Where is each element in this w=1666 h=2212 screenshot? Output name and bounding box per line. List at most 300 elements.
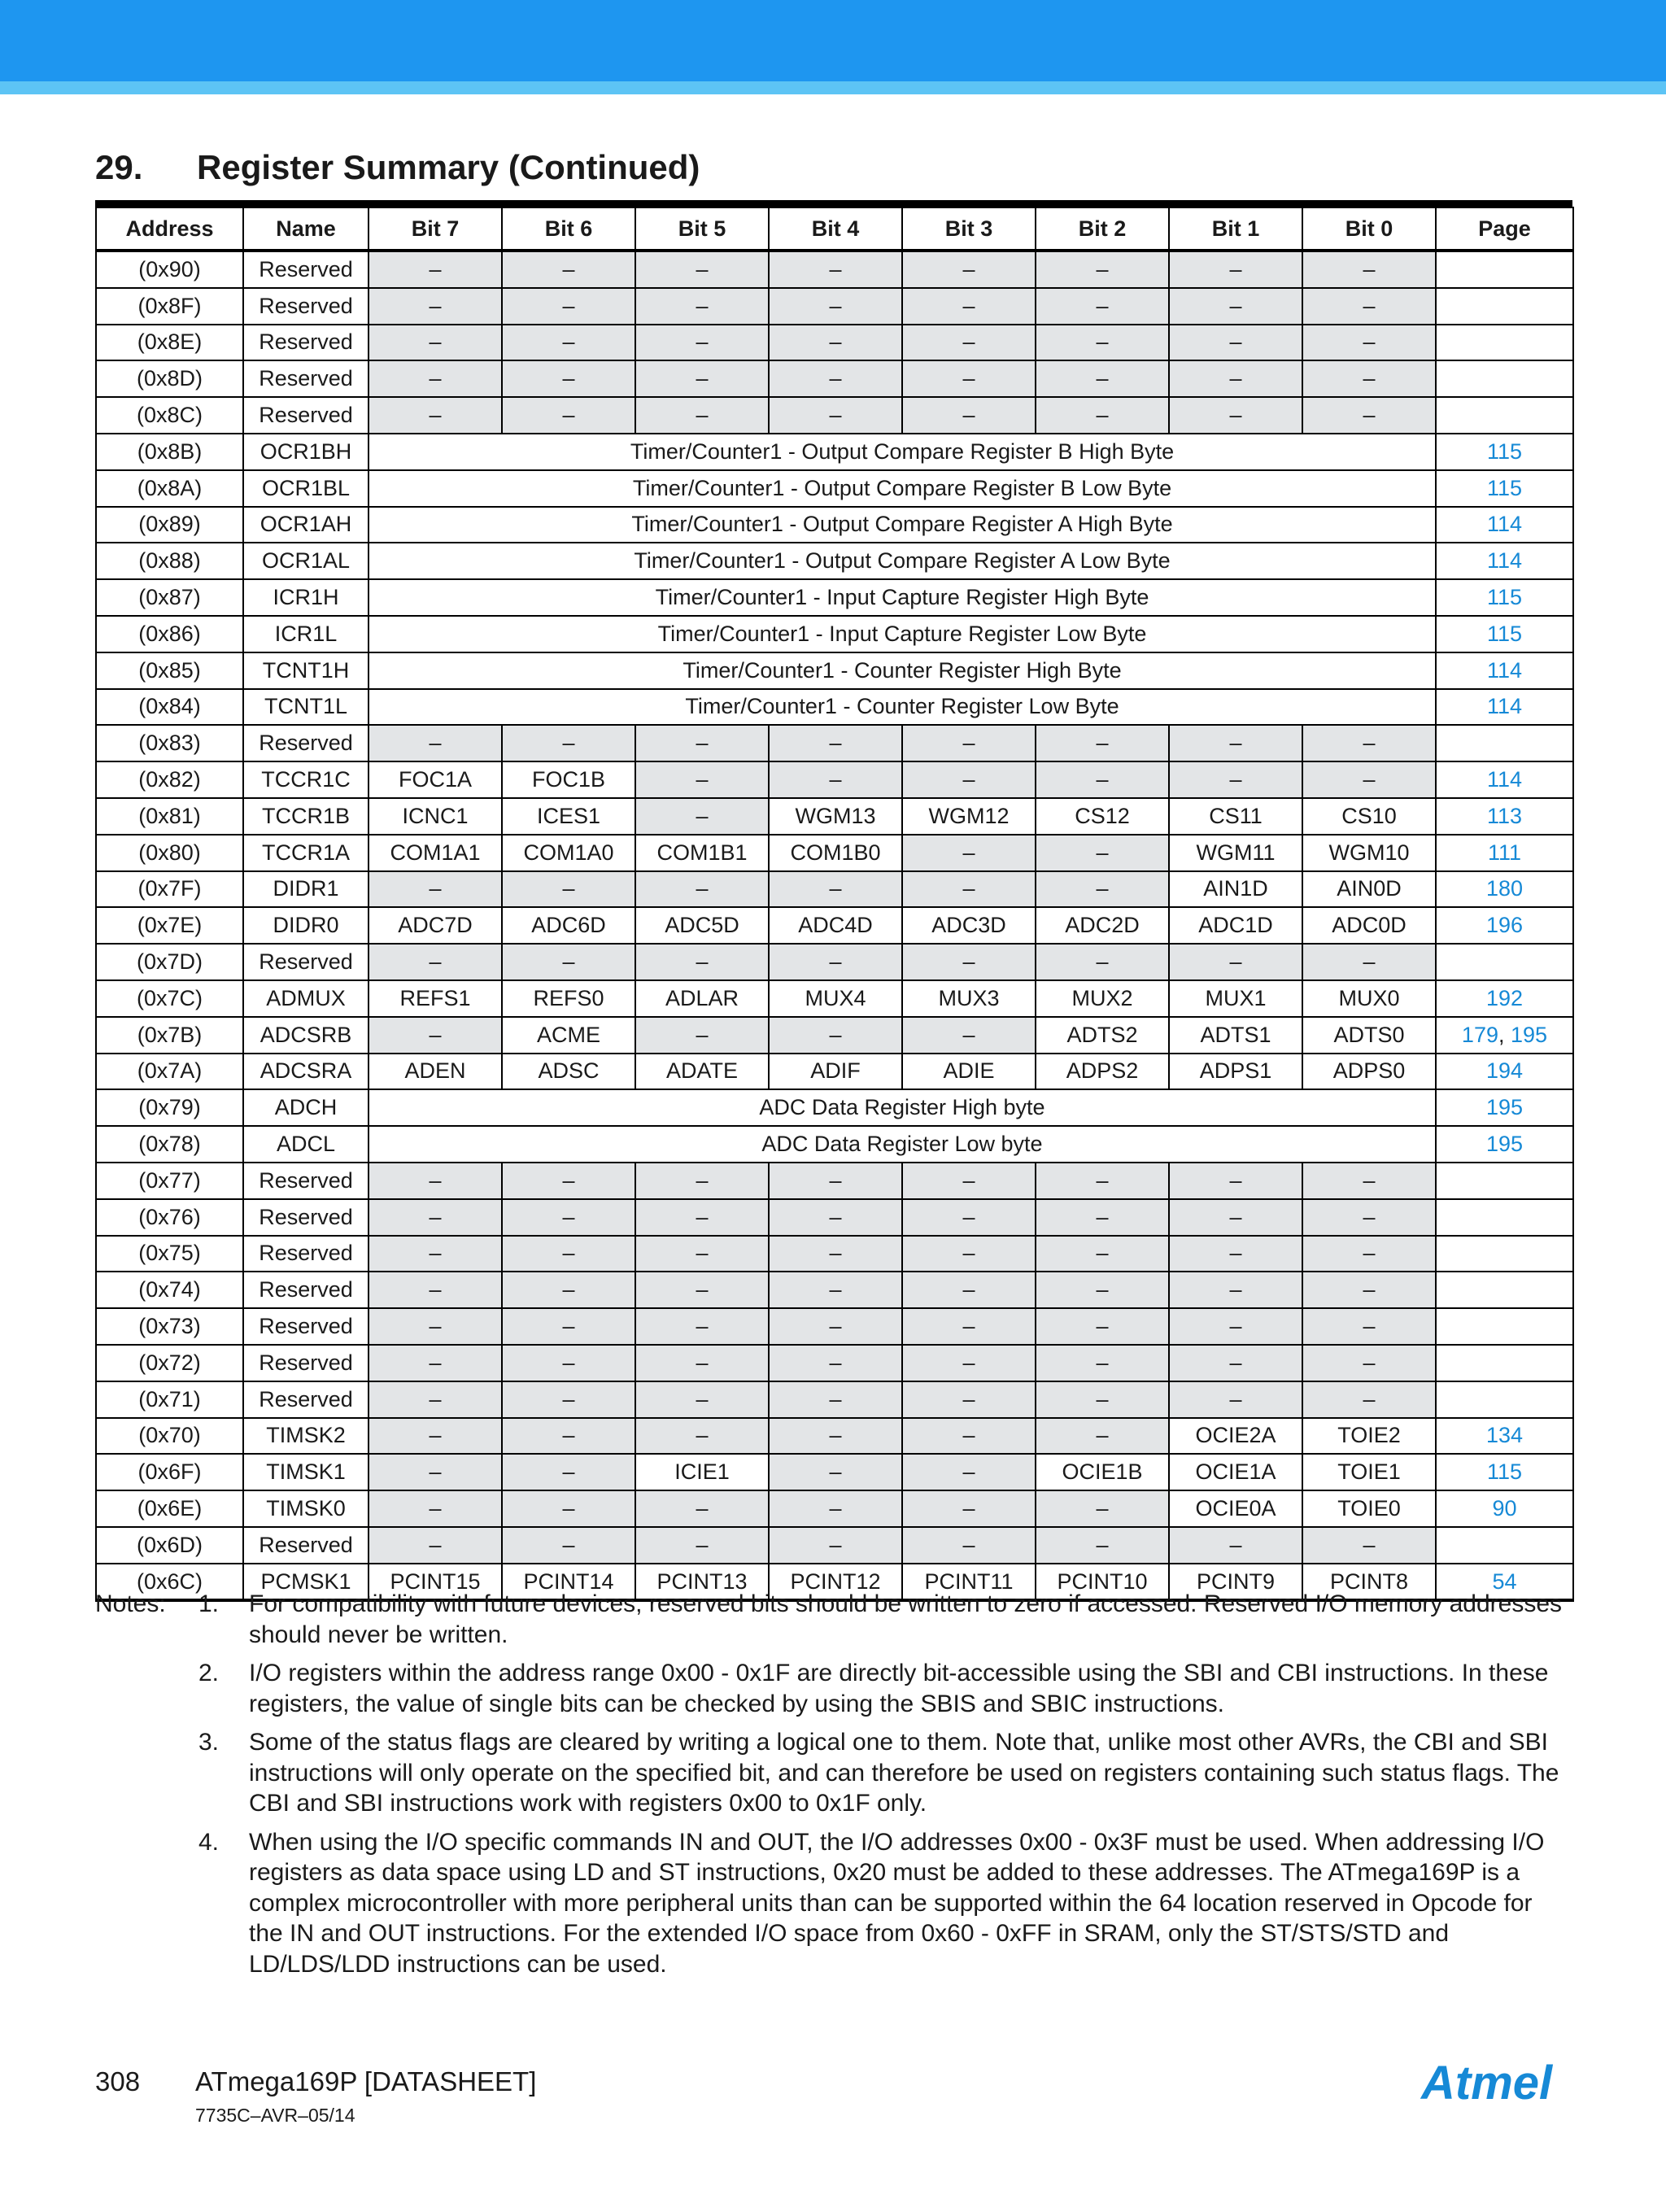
cell-bit0: ADPS0	[1302, 1054, 1436, 1090]
cell-bit4: –	[769, 288, 902, 325]
cell-bit5: –	[635, 798, 769, 835]
page-link[interactable]: 115	[1486, 1459, 1523, 1485]
cell-name: ADCL	[243, 1126, 369, 1163]
cell-bit3: –	[902, 1381, 1036, 1418]
cell-name: OCR1BH	[243, 434, 369, 470]
cell-bit0: –	[1302, 1345, 1436, 1381]
cell-address: (0x7C)	[96, 980, 243, 1017]
header-bit6: Bit 6	[502, 207, 635, 251]
cell-name: TIMSK1	[243, 1454, 369, 1490]
table-row	[96, 761, 1573, 798]
cell-name: Reserved	[243, 1236, 369, 1272]
cell-bit6: –	[502, 1345, 635, 1381]
cell-address: (0x71)	[96, 1381, 243, 1418]
cell-bit1: ADPS1	[1169, 1054, 1302, 1090]
table-row	[96, 1345, 1573, 1381]
cell-bit6: –	[502, 1418, 635, 1455]
table-row	[96, 360, 1573, 397]
cell-bit3: –	[902, 325, 1036, 361]
cell-address: (0x7E)	[96, 907, 243, 944]
cell-page	[1436, 798, 1573, 835]
cell-bit6: –	[502, 1272, 635, 1308]
cell-bit7: –	[369, 1236, 502, 1272]
cell-register-description: Timer/Counter1 - Output Compare Register A High Byte	[369, 507, 1436, 543]
cell-page	[1436, 1490, 1573, 1527]
cell-bit1: –	[1169, 1381, 1302, 1418]
cell-bit5: –	[635, 1345, 769, 1381]
cell-bit5: –	[635, 761, 769, 798]
cell-bit6: –	[502, 871, 635, 908]
cell-bit5: –	[635, 1272, 769, 1308]
table-row	[96, 725, 1573, 761]
cell-bit3: –	[902, 1163, 1036, 1199]
cell-bit4: –	[769, 325, 902, 361]
cell-bit5: –	[635, 1236, 769, 1272]
cell-bit0: CS10	[1302, 798, 1436, 835]
cell-bit6: ADC6D	[502, 907, 635, 944]
cell-bit2: –	[1036, 1345, 1169, 1381]
cell-bit0: –	[1302, 360, 1436, 397]
cell-address: (0x8B)	[96, 434, 243, 470]
cell-register-description: Timer/Counter1 - Output Compare Register B High Byte	[369, 434, 1436, 470]
cell-bit1: –	[1169, 1236, 1302, 1272]
cell-name: OCR1AL	[243, 543, 369, 579]
cell-address: (0x76)	[96, 1199, 243, 1236]
cell-bit0: –	[1302, 1381, 1436, 1418]
page-link[interactable]: 114	[1486, 694, 1523, 719]
page-link[interactable]: 113	[1486, 803, 1523, 828]
cell-name: Reserved	[243, 1381, 369, 1418]
cell-name: Reserved	[243, 288, 369, 325]
cell-page	[1436, 835, 1573, 871]
page-link[interactable]: 54	[1492, 1568, 1517, 1594]
cell-address: (0x87)	[96, 579, 243, 616]
cell-bit4: –	[769, 1236, 902, 1272]
cell-name: Reserved	[243, 397, 369, 434]
cell-page	[1436, 1454, 1573, 1490]
cell-page	[1436, 1418, 1573, 1455]
cell-bit4: –	[769, 1345, 902, 1381]
cell-bit3: –	[902, 871, 1036, 908]
page-link[interactable]: 114	[1486, 548, 1523, 574]
register-table-wrap	[95, 200, 1572, 1602]
cell-bit7: –	[369, 325, 502, 361]
cell-address: (0x85)	[96, 652, 243, 689]
atmel-logo-text: Atmel	[1421, 2057, 1553, 2109]
cell-bit7: REFS1	[369, 980, 502, 1017]
cell-bit1: WGM11	[1169, 835, 1302, 871]
cell-page	[1436, 397, 1573, 434]
cell-bit3: MUX3	[902, 980, 1036, 1017]
header-bit0: Bit 0	[1302, 207, 1436, 251]
note-text: I/O registers within the address range 0x00 - 0x1F are directly bit-accessible using the SBI and CBI instructions. In these registers, the value of single bits can be checked by using the SBIS and SBIC instructions.	[249, 1660, 1549, 1717]
cell-bit1: –	[1169, 288, 1302, 325]
cell-bit1: –	[1169, 325, 1302, 361]
table-row	[96, 1272, 1573, 1308]
page-link[interactable]: 134	[1485, 1423, 1524, 1448]
cell-bit4: –	[769, 1454, 902, 1490]
cell-bit1: –	[1169, 1527, 1302, 1564]
cell-bit7: –	[369, 944, 502, 980]
cell-bit2: –	[1036, 360, 1169, 397]
table-row	[96, 944, 1573, 980]
note-text: When using the I/O specific commands IN and OUT, the I/O addresses 0x00 - 0x3F must be used. When addressing I/O registers as data space using LD and ST instructions, 0x20 must be added to these addresses. The ATmega169P is a complex microcontroller with more peripheral units than can be supported within the 64 location reserved in Opcode for the IN and OUT instructions. For the extended I/O space from 0x60 - 0xFF in SRAM, only the ST/STS/STD and LD/LDS/LDD instructions can be used.	[249, 1828, 1545, 1978]
header-bit4: Bit 4	[769, 207, 902, 251]
cell-bit4: –	[769, 1381, 902, 1418]
cell-bit7: –	[369, 871, 502, 908]
cell-address: (0x70)	[96, 1418, 243, 1455]
cell-name: TIMSK2	[243, 1418, 369, 1455]
cell-bit5: COM1B1	[635, 835, 769, 871]
header-bit1: Bit 1	[1169, 207, 1302, 251]
cell-bit4: –	[769, 871, 902, 908]
cell-bit0: –	[1302, 1527, 1436, 1564]
cell-address: (0x81)	[96, 798, 243, 835]
cell-bit1: –	[1169, 944, 1302, 980]
cell-page	[1436, 1236, 1573, 1272]
cell-address: (0x75)	[96, 1236, 243, 1272]
atmel-logo-icon	[1420, 2050, 1574, 2115]
cell-bit2: –	[1036, 1418, 1169, 1455]
cell-bit5: –	[635, 1017, 769, 1054]
cell-bit0: WGM10	[1302, 835, 1436, 871]
cell-bit4: PCINT12	[769, 1564, 902, 1601]
cell-address: (0x73)	[96, 1308, 243, 1345]
cell-page	[1436, 761, 1573, 798]
cell-bit2: –	[1036, 1381, 1169, 1418]
cell-bit7: –	[369, 1163, 502, 1199]
cell-bit5: –	[635, 251, 769, 288]
table-row	[96, 543, 1573, 579]
cell-address: (0x7B)	[96, 1017, 243, 1054]
page-link[interactable]: 179	[1461, 1022, 1498, 1047]
cell-bit2: ADC2D	[1036, 907, 1169, 944]
cell-name: ADCH	[243, 1089, 369, 1126]
cell-bit7: –	[369, 360, 502, 397]
cell-name: OCR1BL	[243, 470, 369, 507]
cell-bit1: –	[1169, 725, 1302, 761]
table-row	[96, 1308, 1573, 1345]
header-address: Address	[96, 207, 243, 251]
cell-page	[1436, 652, 1573, 689]
cell-bit1: CS11	[1169, 798, 1302, 835]
cell-bit7: –	[369, 1272, 502, 1308]
cell-address: (0x8E)	[96, 325, 243, 361]
cell-bit5: ADATE	[635, 1054, 769, 1090]
cell-name: DIDR0	[243, 907, 369, 944]
table-row	[96, 1418, 1573, 1455]
cell-page	[1436, 1017, 1573, 1054]
cell-bit4: COM1B0	[769, 835, 902, 871]
cell-register-description: Timer/Counter1 - Output Compare Register A Low Byte	[369, 543, 1436, 579]
cell-bit2: –	[1036, 1236, 1169, 1272]
cell-name: Reserved	[243, 1272, 369, 1308]
table-row	[96, 907, 1573, 944]
cell-name: Reserved	[243, 944, 369, 980]
cell-bit7: –	[369, 1017, 502, 1054]
table-row	[96, 288, 1573, 325]
cell-register-description: ADC Data Register High byte	[369, 1089, 1436, 1126]
cell-bit3: –	[902, 1199, 1036, 1236]
cell-bit3: –	[902, 288, 1036, 325]
cell-address: (0x89)	[96, 507, 243, 543]
cell-bit3: –	[902, 1308, 1036, 1345]
cell-bit0: ADC0D	[1302, 907, 1436, 944]
header-bit7: Bit 7	[369, 207, 502, 251]
cell-bit4: –	[769, 1527, 902, 1564]
table-row	[96, 1381, 1573, 1418]
cell-page	[1436, 944, 1573, 980]
page-link[interactable]: 180	[1485, 876, 1524, 901]
cell-bit0: TOIE0	[1302, 1490, 1436, 1527]
cell-bit3: –	[902, 761, 1036, 798]
cell-register-description: Timer/Counter1 - Input Capture Register High Byte	[369, 579, 1436, 616]
cell-name: Reserved	[243, 1199, 369, 1236]
cell-address: (0x82)	[96, 761, 243, 798]
page-link[interactable]: 115	[1486, 621, 1523, 646]
cell-bit2: –	[1036, 1163, 1169, 1199]
cell-address: (0x6D)	[96, 1527, 243, 1564]
cell-bit6: FOC1B	[502, 761, 635, 798]
cell-bit5: PCINT13	[635, 1564, 769, 1601]
cell-bit0: –	[1302, 1199, 1436, 1236]
cell-name: ADMUX	[243, 980, 369, 1017]
cell-address: (0x8A)	[96, 470, 243, 507]
section-title-text: Register Summary (Continued)	[197, 148, 700, 186]
cell-bit5: –	[635, 1381, 769, 1418]
cell-bit5: –	[635, 1199, 769, 1236]
cell-bit1: OCIE2A	[1169, 1418, 1302, 1455]
cell-bit0: –	[1302, 1308, 1436, 1345]
page-separator: ,	[1498, 1022, 1511, 1047]
cell-bit4: –	[769, 1017, 902, 1054]
cell-bit1: –	[1169, 1199, 1302, 1236]
cell-bit2: ADPS2	[1036, 1054, 1169, 1090]
page-link[interactable]: 114	[1486, 767, 1523, 792]
cell-name: TCCR1B	[243, 798, 369, 835]
cell-bit0: MUX0	[1302, 980, 1436, 1017]
cell-name: TCNT1L	[243, 689, 369, 726]
cell-address: (0x8D)	[96, 360, 243, 397]
cell-bit2: –	[1036, 725, 1169, 761]
cell-name: DIDR1	[243, 871, 369, 908]
footer-doc-title: ATmega169P [DATASHEET]	[195, 2066, 537, 2096]
cell-page	[1436, 579, 1573, 616]
notes-section	[95, 1589, 1572, 1987]
page-link[interactable]: 111	[1487, 840, 1522, 865]
page-link[interactable]: 196	[1485, 913, 1524, 938]
table-row	[96, 1017, 1573, 1054]
cell-bit3: –	[902, 725, 1036, 761]
page-link[interactable]: 192	[1485, 985, 1524, 1010]
page-link[interactable]: 195	[1485, 1132, 1524, 1157]
cell-page	[1436, 1163, 1573, 1199]
cell-page	[1436, 251, 1573, 288]
cell-name: TCCR1C	[243, 761, 369, 798]
page-link[interactable]: 194	[1485, 1058, 1524, 1084]
cell-bit4: –	[769, 1308, 902, 1345]
note-item	[95, 1589, 1572, 1650]
cell-bit3: ADC3D	[902, 907, 1036, 944]
cell-bit5: –	[635, 325, 769, 361]
table-row	[96, 579, 1573, 616]
page-link[interactable]: 115	[1486, 438, 1523, 464]
page-link[interactable]: 114	[1486, 512, 1523, 537]
cell-page	[1436, 1054, 1573, 1090]
cell-bit6: –	[502, 1381, 635, 1418]
cell-page	[1436, 871, 1573, 908]
cell-bit1: –	[1169, 1163, 1302, 1199]
register-table-body	[96, 251, 1573, 1600]
cell-bit3: –	[902, 1454, 1036, 1490]
table-row	[96, 798, 1573, 835]
cell-bit4: –	[769, 761, 902, 798]
cell-bit7: –	[369, 251, 502, 288]
cell-bit6: –	[502, 360, 635, 397]
cell-bit0: –	[1302, 725, 1436, 761]
cell-bit0: –	[1302, 1163, 1436, 1199]
cell-bit4: –	[769, 944, 902, 980]
cell-name: ADCSRB	[243, 1017, 369, 1054]
cell-address: (0x7A)	[96, 1054, 243, 1090]
cell-address: (0x8F)	[96, 288, 243, 325]
table-row	[96, 470, 1573, 507]
section-title	[95, 145, 700, 190]
cell-bit7: –	[369, 1345, 502, 1381]
cell-page	[1436, 1345, 1573, 1381]
header-bit3: Bit 3	[902, 207, 1036, 251]
cell-name: PCMSK1	[243, 1564, 369, 1601]
cell-name: TIMSK0	[243, 1490, 369, 1527]
cell-bit5: –	[635, 360, 769, 397]
cell-bit6: –	[502, 325, 635, 361]
cell-page	[1436, 1308, 1573, 1345]
note-text: For compatibility with future devices, reserved bits should be written to zero if accessed. Reserved I/O memory addresses should never be written.	[249, 1590, 1563, 1648]
cell-bit6: –	[502, 725, 635, 761]
cell-page	[1436, 725, 1573, 761]
cell-address: (0x88)	[96, 543, 243, 579]
cell-page	[1436, 543, 1573, 579]
cell-bit7: –	[369, 1199, 502, 1236]
cell-bit2: CS12	[1036, 798, 1169, 835]
note-number: 1.	[198, 1590, 220, 1617]
cell-bit1: –	[1169, 397, 1302, 434]
cell-page	[1436, 616, 1573, 652]
cell-bit6: REFS0	[502, 980, 635, 1017]
cell-page	[1436, 1199, 1573, 1236]
cell-bit2: –	[1036, 871, 1169, 908]
cell-page	[1436, 907, 1573, 944]
cell-bit6: –	[502, 1199, 635, 1236]
cell-bit6: –	[502, 1163, 635, 1199]
cell-name: Reserved	[243, 1163, 369, 1199]
table-header-row	[96, 207, 1573, 251]
cell-bit3: –	[902, 1490, 1036, 1527]
cell-bit6: –	[502, 1490, 635, 1527]
cell-bit3: –	[902, 251, 1036, 288]
cell-bit3: –	[902, 1418, 1036, 1455]
cell-bit5: –	[635, 1308, 769, 1345]
note-item	[95, 1827, 1572, 1980]
cell-bit7: ADC7D	[369, 907, 502, 944]
cell-bit3: –	[902, 1527, 1036, 1564]
cell-bit7: COM1A1	[369, 835, 502, 871]
table-row	[96, 835, 1573, 871]
cell-bit1: –	[1169, 1272, 1302, 1308]
cell-bit2: –	[1036, 325, 1169, 361]
page-link[interactable]: 90	[1492, 1495, 1517, 1520]
table-row	[96, 1199, 1573, 1236]
cell-register-description: Timer/Counter1 - Counter Register Low Byte	[369, 689, 1436, 726]
section-number: 29.	[95, 148, 143, 186]
cell-bit6: ADSC	[502, 1054, 635, 1090]
page-link[interactable]: 114	[1486, 657, 1523, 683]
cell-bit5: –	[635, 1418, 769, 1455]
cell-name: ADCSRA	[243, 1054, 369, 1090]
page-link[interactable]: 195	[1485, 1095, 1524, 1120]
cell-name: Reserved	[243, 1308, 369, 1345]
cell-bit7: –	[369, 1527, 502, 1564]
cell-bit2: PCINT10	[1036, 1564, 1169, 1601]
cell-page	[1436, 288, 1573, 325]
cell-bit0: AIN0D	[1302, 871, 1436, 908]
cell-bit7: –	[369, 1308, 502, 1345]
cell-name: Reserved	[243, 1527, 369, 1564]
cell-bit1: –	[1169, 360, 1302, 397]
cell-page	[1436, 1381, 1573, 1418]
page-link[interactable]: 115	[1486, 475, 1523, 500]
cell-bit1: PCINT9	[1169, 1564, 1302, 1601]
cell-bit7: –	[369, 1381, 502, 1418]
page-link[interactable]: 195	[1511, 1022, 1548, 1047]
cell-bit0: –	[1302, 1272, 1436, 1308]
cell-bit0: –	[1302, 944, 1436, 980]
cell-address: (0x86)	[96, 616, 243, 652]
cell-bit3: –	[902, 1017, 1036, 1054]
cell-bit3: –	[902, 944, 1036, 980]
table-row	[96, 434, 1573, 470]
cell-bit4: –	[769, 251, 902, 288]
cell-bit3: PCINT11	[902, 1564, 1036, 1601]
cell-name: Reserved	[243, 725, 369, 761]
cell-name: ICR1H	[243, 579, 369, 616]
cell-bit0: –	[1302, 325, 1436, 361]
cell-address: (0x83)	[96, 725, 243, 761]
cell-bit4: –	[769, 397, 902, 434]
cell-bit5: ICIE1	[635, 1454, 769, 1490]
header-name: Name	[243, 207, 369, 251]
cell-bit4: ADIF	[769, 1054, 902, 1090]
cell-register-description: Timer/Counter1 - Input Capture Register Low Byte	[369, 616, 1436, 652]
cell-bit3: –	[902, 360, 1036, 397]
page-link[interactable]: 115	[1486, 585, 1523, 610]
cell-bit4: ADC4D	[769, 907, 902, 944]
cell-name: Reserved	[243, 1345, 369, 1381]
table-row	[96, 1454, 1573, 1490]
cell-bit5: –	[635, 871, 769, 908]
cell-page	[1436, 507, 1573, 543]
cell-bit1: –	[1169, 761, 1302, 798]
cell-bit4: WGM13	[769, 798, 902, 835]
cell-name: TCNT1H	[243, 652, 369, 689]
cell-bit3: WGM12	[902, 798, 1036, 835]
cell-bit0: –	[1302, 251, 1436, 288]
table-row	[96, 871, 1573, 908]
cell-bit5: –	[635, 944, 769, 980]
cell-address: (0x6E)	[96, 1490, 243, 1527]
note-item	[95, 1727, 1572, 1819]
cell-address: (0x7F)	[96, 871, 243, 908]
